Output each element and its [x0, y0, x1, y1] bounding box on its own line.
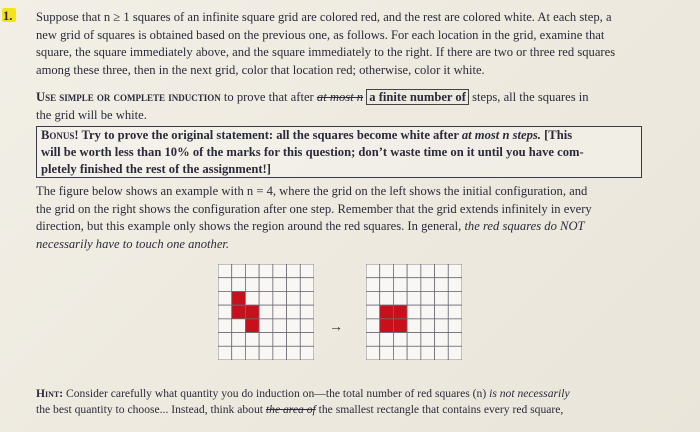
white-square	[232, 346, 246, 360]
white-square	[407, 305, 421, 319]
question-number: 1.	[3, 9, 13, 23]
white-square	[380, 264, 394, 278]
white-square	[218, 305, 232, 319]
next-step-grid	[366, 264, 462, 365]
white-square	[259, 319, 273, 333]
white-square	[421, 305, 435, 319]
white-square	[273, 278, 287, 292]
white-square	[232, 278, 246, 292]
white-square	[366, 346, 380, 360]
white-square	[393, 278, 407, 292]
white-square	[407, 333, 421, 347]
white-square	[366, 264, 380, 278]
white-square	[300, 291, 314, 305]
white-square	[287, 305, 301, 319]
white-square	[407, 264, 421, 278]
white-square	[259, 291, 273, 305]
white-square	[300, 319, 314, 333]
white-square	[259, 333, 273, 347]
white-square	[273, 333, 287, 347]
red-square	[245, 319, 259, 333]
white-square	[218, 333, 232, 347]
white-square	[380, 291, 394, 305]
grid-left	[218, 264, 314, 360]
white-square	[393, 264, 407, 278]
white-square	[259, 278, 273, 292]
white-square	[245, 278, 259, 292]
white-square	[393, 291, 407, 305]
white-square	[435, 305, 449, 319]
white-square	[407, 291, 421, 305]
white-square	[232, 333, 246, 347]
white-square	[300, 305, 314, 319]
white-square	[421, 346, 435, 360]
white-square	[435, 264, 449, 278]
white-square	[448, 264, 462, 278]
white-square	[435, 346, 449, 360]
red-square	[380, 319, 394, 333]
white-square	[300, 278, 314, 292]
white-square	[287, 319, 301, 333]
white-square	[421, 333, 435, 347]
task-method: Use simple or complete induction	[36, 90, 221, 104]
white-square	[218, 264, 232, 278]
white-square	[366, 291, 380, 305]
white-square	[218, 291, 232, 305]
struck-text: at most n	[316, 90, 364, 104]
white-square	[421, 264, 435, 278]
white-square	[380, 278, 394, 292]
white-square	[448, 278, 462, 292]
white-square	[245, 264, 259, 278]
white-square	[435, 319, 449, 333]
white-square	[232, 319, 246, 333]
white-square	[287, 346, 301, 360]
white-square	[380, 346, 394, 360]
white-square	[287, 291, 301, 305]
white-square	[435, 278, 449, 292]
white-square	[300, 264, 314, 278]
red-square	[393, 319, 407, 333]
white-square	[435, 333, 449, 347]
white-square	[421, 291, 435, 305]
white-square	[366, 319, 380, 333]
white-square	[287, 264, 301, 278]
problem-statement: Suppose that n ≥ 1 squares of an infinite square grid are colored red, and the rest are colored white. At each step, a new grid of squares is obtained based on the previous one, as follows. For each location in the grid, examine that square, the square immediately above, and the square immediately to the right. If there are two or three red squares among these three, then in the next grid, color that location red; otherwise, color it white.	[36, 10, 616, 77]
white-square	[448, 305, 462, 319]
white-square	[273, 346, 287, 360]
white-square	[273, 305, 287, 319]
white-square	[218, 319, 232, 333]
white-square	[448, 346, 462, 360]
white-square	[407, 278, 421, 292]
red-square	[232, 305, 246, 319]
step-arrow: →	[329, 320, 343, 335]
white-square	[393, 346, 407, 360]
boxed-text: a finite number of	[366, 89, 469, 105]
white-square	[421, 278, 435, 292]
grid-right	[366, 264, 462, 360]
white-square	[218, 346, 232, 360]
white-square	[407, 346, 421, 360]
white-square	[448, 333, 462, 347]
white-square	[300, 346, 314, 360]
hint-text: Hint: Consider carefully what quantity you do induction on—the total number of red squares (n) is not necessarily the best quantity to choose... Instead, think about the area of the smallest rectangle that contains every red square,	[36, 387, 570, 416]
initial-grid	[218, 264, 314, 365]
red-square	[232, 291, 246, 305]
white-square	[259, 346, 273, 360]
white-square	[259, 305, 273, 319]
red-square	[393, 305, 407, 319]
white-square	[245, 346, 259, 360]
white-square	[232, 264, 246, 278]
red-square	[380, 305, 394, 319]
white-square	[287, 333, 301, 347]
white-square	[435, 291, 449, 305]
bonus-box: Bonus! Try to prove the original statement: all the squares become white after at most n steps. [This will be worth less than 10% of the marks for this question; don’t waste time on it until you have com- pletely finished the rest of the assignment!]	[36, 126, 642, 178]
white-square	[421, 319, 435, 333]
white-square	[407, 319, 421, 333]
task-statement: Use simple or complete induction to prove that after at most n a finite number of steps, all the squares in the grid will be white.	[36, 90, 589, 122]
white-square	[366, 278, 380, 292]
white-square	[218, 278, 232, 292]
white-square	[380, 333, 394, 347]
white-square	[259, 264, 273, 278]
white-square	[273, 319, 287, 333]
white-square	[273, 264, 287, 278]
white-square	[448, 319, 462, 333]
white-square	[273, 291, 287, 305]
white-square	[448, 291, 462, 305]
figure-description: The figure below shows an example with n = 4, where the grid on the left shows the initial configuration, and the grid on the right shows the configuration after one step. Remember that the grid extends infinitely in every direction, but this example only shows the region around the red squares. In general, the red squares do NOT necessarily have to touch one another.	[36, 184, 592, 251]
white-square	[366, 305, 380, 319]
white-square	[366, 333, 380, 347]
white-square	[393, 333, 407, 347]
white-square	[300, 333, 314, 347]
white-square	[287, 278, 301, 292]
white-square	[245, 333, 259, 347]
red-square	[245, 305, 259, 319]
white-square	[245, 291, 259, 305]
